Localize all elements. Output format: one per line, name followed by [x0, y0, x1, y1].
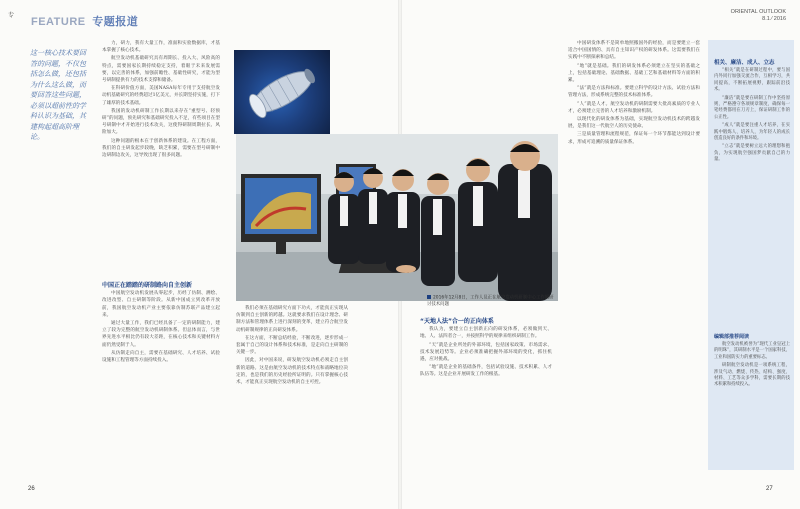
- paragraph: 三是质量管理和流程规范，保证每一个环节都能达到设计要求，形成可追溯的质量保证体系。: [568, 132, 700, 145]
- paragraph: 我们必须在基础研究方面下功夫，才能真正实现从仿制到自主创新的跨越。这就要求我们在设计理念、研制方法和管理体系上进行深刻的变革，建立符合航空发动机研制规律的正向研发体系。: [236, 306, 348, 333]
- sidebar-paragraph: “立志”就是要树立远大的理想和抱负，为实现航空强国梦贡献自己的力量。: [714, 144, 790, 163]
- column-2: [236, 305, 348, 387]
- paragraph: 在科研价值方面，美国NASA每年专用于支持航空发动机基础研究的经费超过1亿美元，并长期坚持实施，打下了雄厚的技术基础。: [102, 86, 220, 106]
- paragraph: 通过大量工作，我们已经具备了一定的研制能力，建立了较为完整的航空发动机研制体系。但总体而言，与世界先进水平相比仍有较大差距，在核心技术和关键材料方面仍然受制于人。: [102, 321, 220, 348]
- paragraph: 从仿制走向自主，需要在基础研究、人才培养、试验设施和工程管理等方面持续投入。: [102, 350, 220, 364]
- column-1: [102, 40, 220, 160]
- sidebar-paragraph: “廉洁”就是要在研制工作中坚持原则，严格遵守各项规章制度，确保每一笔经费都用在刀刃上，保证研制工作的公正性。: [714, 95, 790, 120]
- paragraph: 在这方面，不断总结经验，不断改进，逐步形成一套属于自己的设计体系和技术标准，是走向自主研制的关键一步。: [236, 335, 348, 356]
- caption-marker: [427, 295, 431, 299]
- paragraph: “地”就是企业的基础条件，包括试验设施、技术积累、人才队伍等。这是企业开展研发工作的根基。: [420, 365, 552, 378]
- sidebar-paragraph: “相关”就是在研制过程中，要与国内外同行加强交流合作，互相学习，共同提高，不断拓展视野，跟踪前沿技术。: [714, 68, 790, 93]
- paragraph: 我国的发动机研制工作长期以来存在“重型号、轻预研”的问题，预先研究和基础研究投入不足，有些项目在型号研制中才开始进行技术攻关，这使得研制周期拉长、风险加大。: [102, 108, 220, 136]
- column-4: [568, 40, 700, 147]
- column-1-lower: [102, 282, 220, 365]
- magazine-name: ORIENTAL OUTLOOK: [730, 9, 786, 15]
- paragraph: “人”就是人才。航空发动机的研制需要大批高素质的专业人才，必须建立完善的人才培养和激励机制。: [568, 101, 700, 114]
- paragraph: 中国研发体系不是简单地照搬国外的经验，而是要建立一套适合中国国情的、具有自主知识产权的研发体系。这需要我们在实践中不断探索和总结。: [568, 41, 700, 61]
- paragraph: 力，研力，我有大量工作，准面和实验数据库，才基本掌握了核心技术。: [102, 41, 220, 54]
- engineers-photo: [236, 134, 558, 301]
- photo-caption: [427, 295, 555, 308]
- column-3: [420, 318, 552, 380]
- paragraph: “天”就是企业所处的外部环境，包括国家政策、市场需求、技术发展趋势等。企业必须准确把握外部环境的变化，抓住机遇，应对挑战。: [420, 342, 552, 363]
- paragraph: 这种问题的根本在于创新体系的建设。在工程方面，我们的自主研发起步较晚，缺乏积累，需要在型号研制中边研制边攻关，这导致出现了很多问题。: [102, 138, 220, 159]
- caption-text: 2016年12月8日，工作人员正在航空发动机研制中心工作间研讨技术问题: [427, 295, 554, 307]
- section-subhead: “天地人法”合一的正向体系: [420, 318, 494, 325]
- engine-illustration: [234, 50, 330, 134]
- sidebar-text: [714, 68, 790, 166]
- section-subhead: 中国正在踏踏的研制路向自主创新: [102, 282, 193, 289]
- magazine-header: [731, 9, 786, 23]
- section-header-en: FEATURE: [31, 16, 86, 28]
- paragraph: 航空发动机基础研究具有周期长、投入大、风险高的特点，需要国家长期持续稳定支持，着眼于未来发展需要，以完善的体系，加强前瞻性、基础性研究，才能为型号研制提供有力的技术支撑和储备。: [102, 56, 220, 84]
- paragraph: “法”就是方法和标准。要建立科学的设计方法、试验方法和管理方法，形成系统完整的技术标准体系。: [568, 86, 700, 99]
- section-header-cn: 专题报道: [92, 16, 139, 28]
- paragraph: 中国航空发动机发展从零起步，历经了仿制、测绘、改进改型、自主研制等阶段。从新中国成立到改革开放前，我国航空发动机产业主要依靠仿制苏联产品建立起来。: [102, 291, 220, 318]
- page-number-left: 26: [28, 486, 35, 492]
- paragraph: “地”就是基础。我们的研发体系必须建立在坚实的基础之上，包括基础理论、基础数据、基础工艺和基础材料等方面的积累。: [568, 63, 700, 84]
- sidebar-paragraph: “成人”就是要注重人才培养，在实践中锻炼人、培养人，为年轻人的成长创造良好的条件和环境。: [714, 123, 790, 142]
- paragraph: 我认为，要建立自主创新正向的研发体系，必须做到天、地、人、法四者合一，并按照科学的规律来组织研制工作。: [420, 327, 552, 340]
- paragraph: 因此，对中国来说，研发航空发动机必须走自主创新的道路。这是由航空发动机的技术特点和战略地位决定的，也是我们的历史经验所证明的。只有掌握核心技术，才能真正实现航空发动机的自主可控。: [236, 358, 348, 386]
- sidebar-paragraph: 航空发动机被誉为“现代工业皇冠上的明珠”，其研制水平是一个国家科技、工业和国防实力的重要标志。: [714, 342, 790, 360]
- sidebar-title: 相关、廉洁、成人、立志: [714, 60, 775, 66]
- section-header: [31, 13, 138, 29]
- issue-line: 8.1 ⁄ 2016: [762, 16, 786, 22]
- sidebar-subhead: 编辑部推荐阅读: [714, 334, 750, 340]
- page-number-right: 27: [766, 486, 773, 492]
- paragraph: 以现代化的研发体系为基础，实现航空发动机技术的跨越发展，是我们这一代航空人的历史使命。: [568, 117, 700, 130]
- sidebar-text-lower: [714, 342, 790, 391]
- pull-quote: 这一核心技术要回答的问题，不仅包括怎么做，还包括为什么这么做，而要回答这些问题，必须以超前性的学科认识为基础，其建构起超高阶理论。: [30, 49, 86, 141]
- corner-mark: 专: [8, 12, 15, 19]
- sidebar-paragraph: 研制航空发动机是一项系统工程，涉及气动、燃烧、传热、结构、强度、材料、工艺等众多学科，需要长期的技术积累和持续投入。: [714, 363, 790, 388]
